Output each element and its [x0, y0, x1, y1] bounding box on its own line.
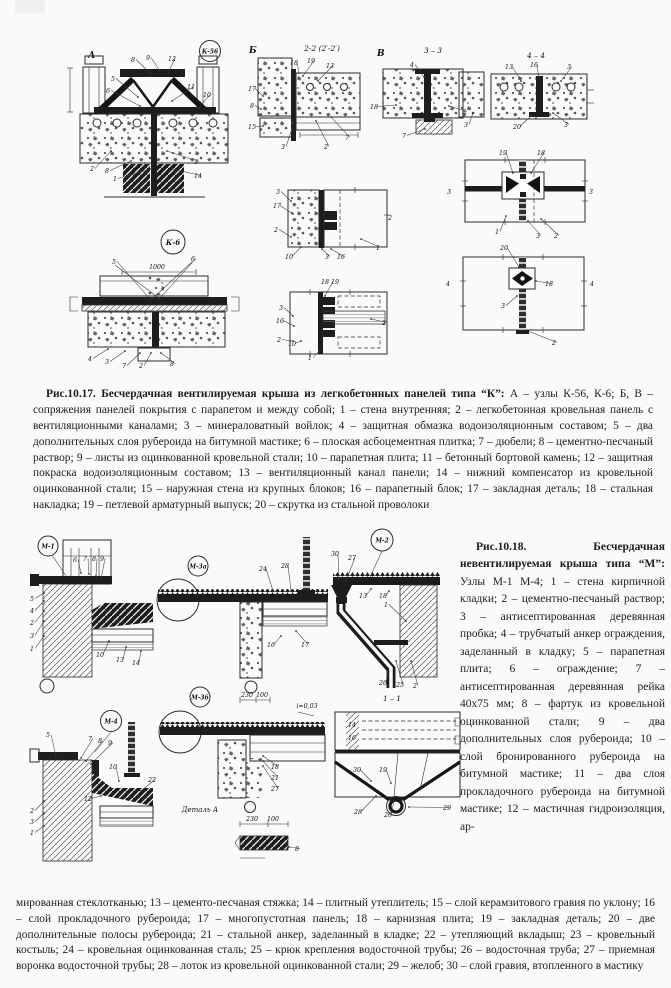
annotation-number: 3: [104, 359, 110, 366]
leader-line: [78, 560, 81, 574]
leader-dot: [139, 105, 141, 107]
dim-1000-label: 1000: [149, 264, 165, 271]
annotation-number: 16: [275, 318, 285, 325]
leader-dot: [88, 573, 90, 575]
leader-dot: [130, 160, 132, 162]
annotation-number: 28: [353, 809, 363, 816]
leader-dot: [512, 172, 514, 174]
annotation-number: 1: [307, 355, 313, 362]
section-3-3-label: 3 – 3: [423, 46, 443, 55]
view-v-label: В: [377, 49, 385, 59]
annotation-number: 2: [273, 227, 279, 234]
leader-dot: [518, 266, 520, 268]
leader-dot: [118, 780, 120, 782]
annotation-number: 9: [145, 55, 151, 62]
leader-dot: [160, 352, 162, 354]
leader-line: [88, 559, 89, 575]
annotation-number: 4: [589, 281, 595, 288]
annotation-number: 100: [266, 816, 280, 823]
annotation-number: 4: [87, 356, 93, 363]
annotation-number: 20: [512, 124, 522, 131]
leader-dot: [292, 315, 294, 317]
annotation-number: 3: [29, 633, 35, 640]
leader-dot: [124, 350, 126, 352]
annotation-number: 2: [381, 320, 387, 327]
annotation-number: 19: [306, 58, 316, 65]
leader-dot: [43, 620, 45, 622]
leader-dot: [424, 128, 426, 130]
annotation-number: 8: [104, 168, 110, 175]
leader-dot: [95, 575, 97, 577]
scan-artifact: [15, 0, 45, 13]
annotation-number: 3: [278, 305, 284, 312]
leader-line: [316, 121, 329, 147]
leader-dot: [43, 635, 45, 637]
leader-dot: [390, 782, 392, 784]
leader-dot: [345, 580, 347, 582]
drawing-plan-parapet-lower: [287, 289, 387, 357]
annotation-number: 2: [323, 144, 329, 151]
leader-dot: [527, 330, 529, 332]
figure-10-18-caption-continuation: [16, 896, 655, 974]
annotation-number: 17: [300, 642, 310, 649]
leader-line: [506, 296, 517, 306]
leader-dot: [80, 572, 82, 574]
annotation-number: 26: [378, 680, 388, 687]
leader-dot: [370, 780, 372, 782]
node-k56-label: К-56: [201, 48, 219, 56]
annotation-number: 1: [112, 176, 118, 183]
leader-dot: [395, 104, 397, 106]
leader-dot: [423, 76, 425, 78]
annotation-number: 6: [105, 88, 111, 95]
annotation-number: 18: [369, 104, 379, 111]
leader-dot: [171, 100, 173, 102]
annotation-number: 18: [270, 764, 280, 771]
annotation-number: 16: [266, 642, 276, 649]
annotation-number: 12: [167, 56, 177, 63]
leader-dot: [272, 590, 274, 592]
leader-dot: [530, 115, 532, 117]
annotation-number: 19: [498, 150, 508, 157]
leader-dot: [291, 128, 293, 130]
annotation-number: 2: [276, 337, 282, 344]
figure-10-18-caption-body: Узлы М-1 М-4; 1 – стена кирпичной кладки; 2 – цементно-песчаный раствор; 3 – антисептированная деревянная пробка; 4 – трубчатый анкер ограждения, заделанный в кладку; 5 – парапетная плита; 6 – ограждение; 7 – антисептированная деревянная рейка 40x75 мм; 8 – фартук из кровельной оцинкованной стали; 9 – два дополнительных слоя рубероида; 10 – слой бронированного рубероида на битумной мастике; 11 – два слоя прокладочного рубероида на битумной мастике; 12 – мастичная гидроизоляция, ар-: [460, 575, 665, 833]
annotation-number: 1: [29, 830, 35, 837]
annotation-number: 26: [383, 812, 393, 819]
annotation-number: 13: [358, 593, 368, 600]
annotation-number: 3: [588, 189, 594, 196]
annotation-number: 12: [83, 796, 93, 803]
annotation-number: 8: [91, 556, 97, 563]
annotation-number: 16: [347, 735, 357, 742]
leader-line: [266, 569, 273, 592]
leader-dot: [290, 590, 292, 592]
annotation-number: 10: [284, 254, 294, 261]
leader-dot: [387, 670, 389, 672]
annotation-number: 1: [375, 245, 381, 252]
leader-dot: [292, 213, 294, 215]
annotation-number: 30: [352, 767, 362, 774]
annotation-number: 4: [29, 608, 35, 615]
annotation-number: 4: [409, 62, 415, 69]
leader-dot: [262, 125, 264, 127]
leader-line: [292, 247, 301, 257]
leader-dot: [300, 246, 302, 248]
annotation-number: 8: [249, 103, 255, 110]
leader-dot: [535, 280, 537, 282]
leader-dot: [370, 318, 372, 320]
leader-dot: [43, 600, 45, 602]
node-m3b-label: М-3б: [191, 694, 209, 702]
annotation-number: 3: [275, 189, 281, 196]
annotation-number: 3: [29, 819, 35, 826]
annotation-number: 18: [378, 593, 388, 600]
leader-dot: [330, 248, 332, 250]
section-1-1-label: 1 – 1: [382, 694, 402, 703]
leader-dot: [140, 650, 142, 652]
leader-dot: [516, 295, 518, 297]
annotation-number: 2: [29, 808, 35, 815]
node-m4-label: М-4: [104, 718, 118, 726]
leader-dot: [338, 578, 340, 580]
annotation-number: 24: [258, 566, 268, 573]
figure-10-17-caption: [33, 387, 653, 513]
annotation-number: 17: [272, 203, 282, 210]
annotation-number: 14: [347, 722, 357, 729]
annotation-number: 230: [240, 692, 254, 699]
drawing-plan-joint-lower: [460, 254, 587, 334]
annotation-number: 5: [111, 259, 117, 266]
leader-dot: [298, 72, 300, 74]
annotation-number: 9: [99, 556, 105, 563]
leader-dot: [43, 592, 45, 594]
leader-dot: [100, 578, 102, 580]
annotation-number: 8: [294, 846, 300, 853]
figure-10-17-drawings: [0, 35, 671, 375]
leader-line: [284, 308, 293, 317]
leader-dot: [198, 107, 200, 109]
annotation-number: 9: [107, 740, 113, 747]
drawing-section-1-1: [335, 694, 460, 816]
annotation-number: 7: [344, 135, 350, 142]
view-b-label: Б: [249, 46, 257, 56]
node-k6-label: К-6: [165, 238, 181, 247]
leader-dot: [43, 825, 45, 827]
annotation-number: 27: [347, 555, 357, 562]
annotation-number: 1: [494, 229, 500, 236]
annotation-number: 2: [29, 620, 35, 627]
annotation-number: 3: [193, 159, 199, 166]
leader-dot: [288, 846, 290, 848]
node-m1-label: М-1: [41, 543, 55, 551]
annotation-number: 3: [563, 122, 569, 129]
annotation-number: 16: [336, 254, 346, 261]
figure-10-18-caption-lead: Рис.10.18. Бесчердачная невентилируемая крыша типа “М”:: [460, 540, 665, 570]
leader-dot: [262, 765, 264, 767]
annotation-number: 18: [536, 150, 546, 157]
leader-dot: [375, 795, 377, 797]
annotation-number: 6: [72, 557, 78, 564]
annotation-number: 7: [87, 736, 93, 743]
annotation-number: 11: [186, 84, 196, 91]
annotation-number: 28: [280, 563, 290, 570]
leader-dot: [295, 630, 297, 632]
annotation-number: 16: [529, 62, 539, 69]
leader-dot: [171, 168, 173, 170]
annotation-number: 3: [566, 64, 572, 71]
leader-dot: [280, 635, 282, 637]
leader-dot: [140, 790, 142, 792]
leader-dot: [80, 757, 82, 759]
caption-continuation-text: мированная стеклотканью; 13 – цементо-песчаная стяжка; 14 – плитный утеплитель; 15 – слой керамзитового гравия по уклону; 16 – слой прокладочного рубероида; 17 – многопустотная панель; 18 – карнизная плита; 19 – закладная деталь; 20 – две дополнительные полосы рубероида; 21 – стальной анкер, заделанный в кладке; 22 – утепляющий вкладыш; 23 – кровельный костыль; 24 – кровельная оцинкованная сталь; 25 – крюк крепления водосточной трубы; 26 – водосточная труба; 27 – приемная воронка водосточной трубы; 28 – лоток из кровельной оцинкованной стали; 29 – желоб; 30 – слой гравия, втопленного в мастику: [16, 897, 655, 972]
leader-dot: [290, 236, 292, 238]
annotation-number: 14: [131, 660, 141, 667]
leader-dot: [139, 352, 141, 354]
annotation-number: 18: [544, 281, 554, 288]
drawing-plan-parapet-upper: [288, 187, 393, 250]
annotation-number: 13: [504, 64, 514, 71]
leader-dot: [520, 80, 522, 82]
annotation-number: 5: [29, 596, 35, 603]
leader-dot: [108, 640, 110, 642]
annotation-number: 1: [29, 646, 35, 653]
annotation-number: 17: [247, 86, 257, 93]
annotation-number: 15: [247, 124, 257, 131]
annotation-number: 22: [147, 777, 157, 784]
annotation-number: 2: [89, 166, 95, 173]
leader-dot: [107, 348, 109, 350]
annotation-number: 10: [95, 652, 105, 659]
leader-dot: [85, 760, 87, 762]
drawing-detail-a: [181, 806, 288, 858]
leader-line: [506, 153, 513, 174]
leader-line: [144, 353, 151, 366]
annotation-number: 13: [115, 657, 125, 664]
leader-dot: [315, 120, 317, 122]
annotation-number: 8: [130, 57, 136, 64]
annotation-number: 7: [401, 133, 407, 140]
view-a-label: А: [88, 51, 96, 61]
leader-dot: [300, 340, 302, 342]
annotation-number: 3: [280, 144, 286, 151]
annotation-number: 230: [245, 816, 259, 823]
leader-dot: [260, 108, 262, 110]
leader-dot: [149, 72, 151, 74]
leader-dot: [472, 112, 474, 114]
leader-line: [151, 58, 160, 72]
leader-dot: [505, 215, 507, 217]
annotation-number: 100: [255, 692, 269, 699]
figure-10-18-drawings: [0, 525, 462, 887]
leader-dot: [43, 610, 45, 612]
figure-10-17-caption-lead: Рис.10.17. Бесчердачная вентилируемая крыша из легкобетонных панелей типа “К”:: [46, 388, 505, 401]
leader-dot: [321, 248, 323, 250]
drawing-node-m3a: [157, 537, 328, 693]
annotation-number: 18: [289, 60, 299, 67]
leader-dot: [137, 96, 139, 98]
annotation-number: i=0,03: [296, 703, 318, 710]
figure-10-17-caption-body: А – узлы К-56, К-6; Б, В – сопряжения панелей покрытия с парапетом и между собой; 1 – стена внутренняя; 2 – легкобетонная кровельная панель с вентиляционными каналами; 3 – минераловатный войлок; 4 – защитная обмазка водоизоляционным составом; 5 – два дополнительных слоя рубероида на битумной мастике; 6 – плоская асбоцементная плитка; 7 – дюбели; 8 – цементно-песчаный раствор; 9 – листы из оцинкованной кровельной стали; 10 – парапетная плита; 11 – бетонный бортовой камень; 12 – защитная покраска водоизоляционным составом; 13 – вентиляционный канал панели; 14 – нижний компенсатор из кровельной оцинкованной стали; 15 – наружная стена из крупных блоков; 16 – парапетный блок; 17 – закладная деталь; 18 – стальная накладка; 19 – петлевой арматурный выпуск; 20 – скрутка из стальной проволоки: [33, 388, 653, 511]
annotation-number: 4: [445, 281, 451, 288]
leader-dot: [110, 150, 112, 152]
annotation-number: 2: [553, 233, 559, 240]
leader-line: [361, 796, 376, 812]
leader-dot: [393, 800, 395, 802]
leader-dot: [530, 172, 532, 174]
leader-line: [91, 796, 101, 799]
node-m3a-label: М-3а: [189, 563, 207, 571]
figure-10-18-caption: [460, 539, 665, 837]
annotation-number: 8: [169, 361, 175, 368]
annotation-number: 13: [325, 63, 335, 70]
annotation-number: 8: [97, 738, 103, 745]
leader-dot: [167, 72, 169, 74]
annotation-number: 3: [463, 122, 469, 129]
leader-dot: [90, 763, 92, 765]
leader-dot: [395, 660, 397, 662]
leader-dot: [388, 590, 390, 592]
annotation-number: 2: [551, 340, 557, 347]
annotation-number: 29: [442, 805, 452, 812]
leader-dot: [370, 588, 372, 590]
leader-line: [93, 349, 108, 359]
annotation-number: 2: [138, 363, 144, 370]
annotation-number: 3: [324, 254, 330, 261]
leader-line: [274, 636, 281, 645]
leader-dot: [262, 760, 264, 762]
annotation-number: 7: [82, 556, 88, 563]
leader-dot: [317, 80, 319, 82]
leader-line: [117, 262, 150, 300]
annotation-number: 19: [378, 767, 388, 774]
leader-dot: [150, 352, 152, 354]
drawing-section-4-4: [459, 51, 594, 119]
leader-dot: [330, 116, 332, 118]
leader-line: [283, 321, 294, 327]
leader-dot: [43, 812, 45, 814]
annotation-number: 10: [108, 764, 118, 771]
annotation-number: 5: [110, 76, 116, 83]
leader-dot: [166, 150, 168, 152]
annotation-number: 21: [270, 775, 280, 782]
leader-dot: [290, 200, 292, 202]
drawing-section-2-2: [248, 44, 360, 141]
leader-dot: [262, 755, 264, 757]
leader-dot: [43, 800, 45, 802]
annotation-number: 3: [535, 233, 541, 240]
annotation-number: 1: [383, 602, 389, 609]
leader-dot: [448, 105, 450, 107]
leader-dot: [262, 95, 264, 97]
leader-dot: [318, 350, 320, 352]
annotation-number: 10: [287, 341, 297, 348]
leader-dot: [125, 646, 127, 648]
section-2-2-label: 2-2 (2′-2′): [304, 44, 340, 53]
drawing-node-k56: [67, 41, 228, 198]
node-m2-label: М-2: [375, 537, 389, 545]
leader-line: [110, 351, 125, 362]
annotation-number: 3: [446, 189, 452, 196]
drawing-plan-joint-upper: [462, 157, 588, 225]
annotation-number: 6: [190, 256, 196, 263]
annotation-number: 5: [45, 732, 51, 739]
leader-dot: [527, 220, 529, 222]
leader-dot: [408, 806, 410, 808]
section-4-4-label: 4 – 4: [526, 51, 546, 60]
annotation-number: 2: [387, 215, 393, 222]
leader-line: [96, 559, 97, 577]
annotation-number: 30: [330, 551, 340, 558]
annotation-number: 27: [270, 786, 280, 793]
leader-dot: [324, 295, 326, 297]
annotation-number: 7: [121, 363, 127, 370]
leader-dot: [159, 70, 161, 72]
leader-dot: [150, 168, 152, 170]
leader-dot: [360, 238, 362, 240]
leader-dot: [55, 755, 57, 757]
leader-dot: [293, 325, 295, 327]
leader-dot: [158, 298, 160, 300]
detail-a-label: Деталь А: [181, 806, 219, 814]
annotation-number: 14: [193, 173, 203, 180]
annotation-number: 3: [500, 303, 506, 310]
drawing-node-k6: [70, 230, 239, 361]
annotation-number: 20: [499, 245, 509, 252]
leader-dot: [100, 795, 102, 797]
leader-dot: [405, 620, 407, 622]
leader-dot: [552, 112, 554, 114]
leader-dot: [538, 78, 540, 80]
drawing-section-3-3: [376, 46, 463, 134]
leader-dot: [560, 80, 562, 82]
leader-dot: [149, 298, 151, 300]
annotation-number: 10: [202, 92, 212, 99]
annotation-number: 25: [395, 682, 405, 689]
annotation-number: 18 19: [320, 279, 340, 286]
leader-dot: [410, 660, 412, 662]
annotation-number: 3: [461, 109, 467, 116]
leader-dot: [302, 75, 304, 77]
annotation-number: 2: [412, 683, 418, 690]
leader-dot: [540, 218, 542, 220]
